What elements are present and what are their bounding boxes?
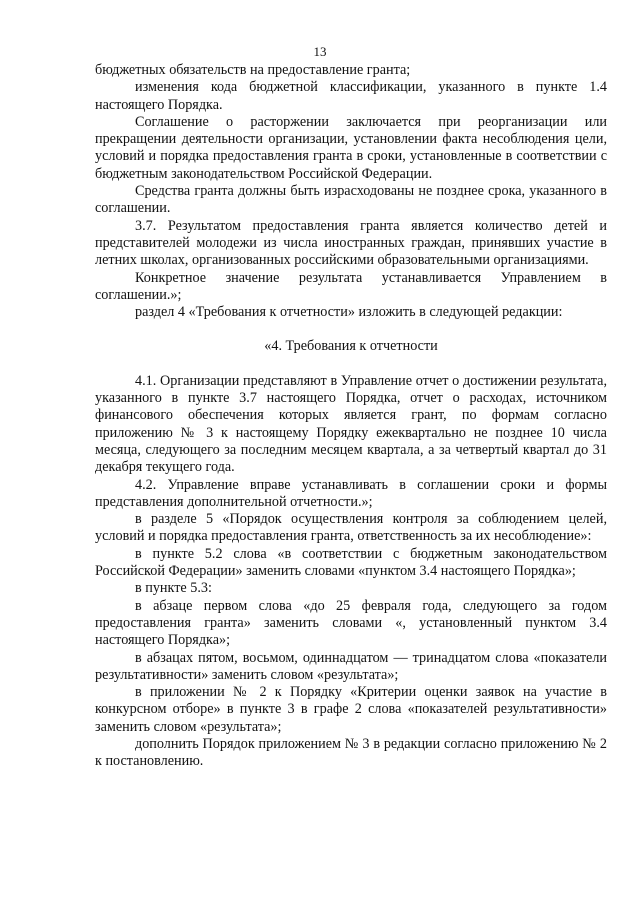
paragraph-termination-agreement: Соглашение о расторжении заключается при реорганизации или прекращении деятельности организации, установлении факта несоблюдения цели, условий и порядка предоставления гранта в сроки, установленные в соответствии с бюджетным законодательством Российской Федерации. [95, 113, 607, 182]
paragraph-3-7-result: 3.7. Результатом предоставления гранта является количество детей и представителей молодежи из числа иностранных граждан, принявших участие в летних школах, организованных российскими образовательными организациями. [95, 217, 607, 269]
paragraph-grant-spending-deadline: Средства гранта должны быть израсходованы не позднее срока, указанного в соглашении. [95, 183, 607, 217]
paragraph-point-5-2: в пункте 5.2 слова «в соответствии с бюджетным законодательством Российской Федерации» заменить словами «пунктом 3.4 настоящего Порядка»; [95, 545, 607, 580]
paragraph-fifth-eighth-subparagraphs: в абзацах пятом, восьмом, одиннадцатом — тринадцатом слова «показатели результативности» заменить словом «результата»; [95, 649, 607, 683]
section-heading-reporting: «4. Требования к отчетности [264, 338, 438, 355]
paragraph-budget-obligations: бюджетных обязательств на предоставление гранта; [95, 62, 411, 78]
paragraph-budget-classification-change: изменения кода бюджетной классификации, указанного в пункте 1.4 настоящего Порядка. [95, 79, 607, 113]
paragraph-result-value: Конкретное значение результата устанавливается Управлением в соглашении.»; [95, 269, 607, 303]
paragraph-section-5-intro: в разделе 5 «Порядок осуществления контроля за соблюдением целей, условий и порядка предоставления гранта, ответственность за их несоблюдение»: [95, 511, 607, 545]
paragraph-section-4-intro: раздел 4 «Требования к отчетности» изложить в следующей редакции: [135, 304, 563, 321]
paragraph-4-1-report: 4.1. Организации представляют в Управление отчет о достижении результата, указанного в пункте 3.7 настоящего Порядка, отчет о расходах, источником финансового обеспечения которых является грант, по формам согласно приложению № 3 к настоящему Порядку ежеквартально не позднее 10 числа месяца, следующего за последним месяцем квартала, а за четвертый квартал до 31 декабря текущего года. [95, 372, 607, 476]
paragraph-first-subparagraph: в абзаце первом слова «до 25 февраля года, следующего за годом предоставления гранта» заменить словами «, установленный пунктом 3.4 настоящего Порядка»; [95, 597, 607, 649]
document-body [95, 62, 607, 771]
paragraph-point-5-3: в пункте 5.3: [135, 580, 212, 597]
paragraph-4-2-additional-reporting: 4.2. Управление вправе устанавливать в соглашении сроки и формы представления дополнительной отчетности.»; [95, 476, 607, 510]
paragraph-add-appendix-3: дополнить Порядок приложением № 3 в редакции согласно приложению № 2 к постановлению. [95, 735, 607, 770]
page-number: 13 [313, 44, 327, 59]
paragraph-appendix-2: в приложении № 2 к Порядку «Критерии оценки заявок на участие в конкурсном отборе» в пункте 3 в графе 2 слова «показателей результативности» заменить словом «результата»; [95, 684, 607, 735]
